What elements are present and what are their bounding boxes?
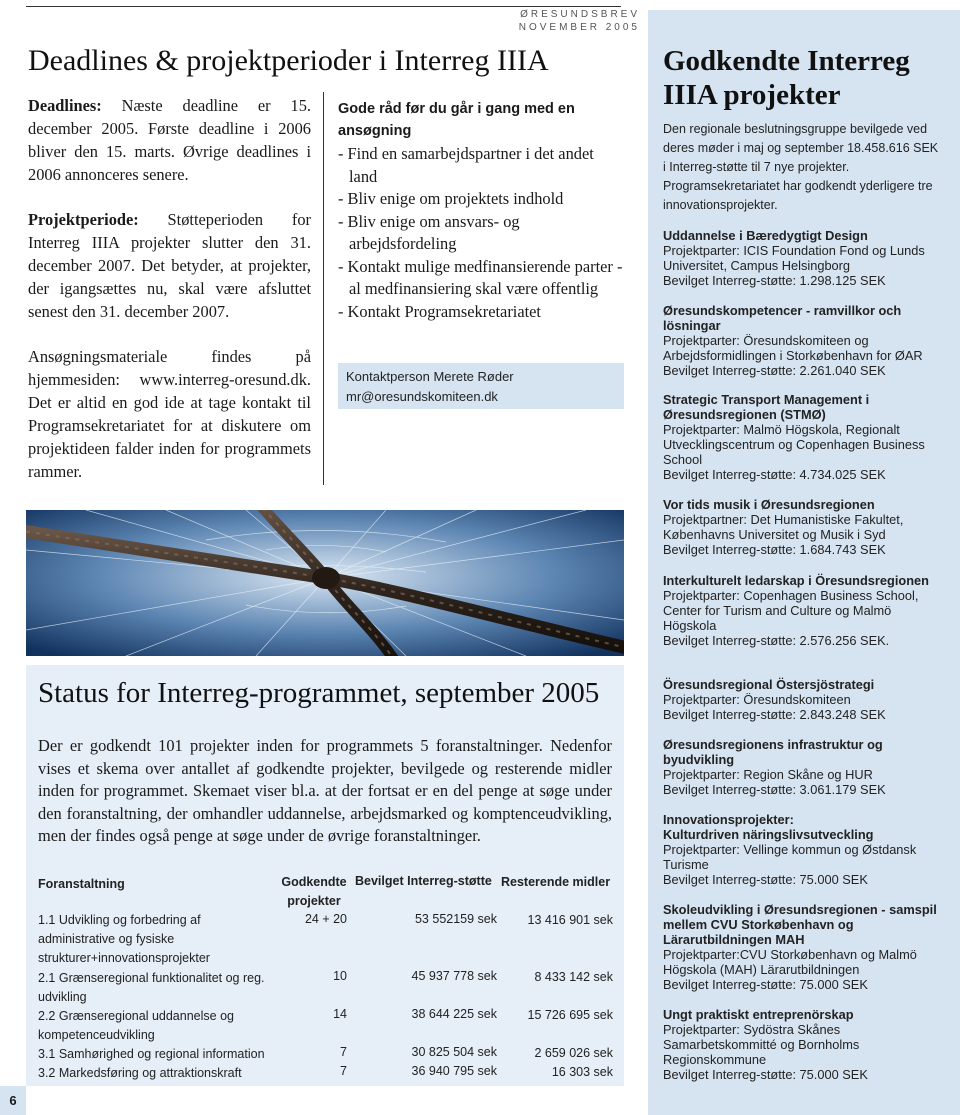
table-row-approved: 10 (333, 969, 347, 983)
advice-heading: Gode råd før du går i gang med en ansøgning (338, 101, 575, 139)
table-row-measure: 3.1 Samhørighed og regional information (38, 1047, 265, 1061)
table-row-granted: 53 552159 sek (414, 912, 497, 926)
column-divider (323, 92, 324, 485)
header-granted: Bevilget Interreg-støtte (355, 874, 492, 888)
project-partners: Projektparter: Vellinge kommun og Østdansk Turisme (663, 842, 917, 872)
project-title: Ungt praktiskt entreprenörskap (663, 1007, 854, 1022)
header-approved: Godkendte projekter (281, 875, 347, 908)
project-partners: Projektparter: ICIS Foundation Fond og Lunds Universitet, Campus Helsingborg (663, 243, 925, 273)
advice-item: - Kontakt mulige medfinansierende parter - al medfinansiering skal være offentlig (338, 256, 623, 298)
table-row-granted: 30 825 504 sek (411, 1045, 497, 1059)
project-title: Interkulturelt ledarskap i Öresundsregionen (663, 573, 929, 588)
masthead (519, 8, 640, 34)
deadlines-paragraph (28, 94, 311, 186)
left-column (28, 94, 311, 505)
project-entry (663, 228, 948, 288)
project-grant: Bevilget Interreg-støtte: 1.684.743 SEK (663, 542, 886, 557)
header-measure: Foranstaltning (38, 877, 125, 891)
material-paragraph: Ansøgningsmateriale findes på hjemmesiden: www.interreg-oresund.dk. Det er altid en god ide at tage kontakt til Programsekretariatet for at diskutere om projektideen falder inden for programmets rammer. (28, 347, 311, 481)
period-text: Støtteperioden for Interreg IIIA projekter slutter den 31. december 2007. Det betyder, at projekter, der igangsættes nu, skal være afsluttet senest den 31. december 2007. (28, 210, 311, 321)
deadlines-label: Deadlines: (28, 96, 102, 115)
project-entry (663, 902, 948, 992)
status-text: Der er godkendt 101 projekter inden for programmets 5 foranstaltninger. Nedenfor vises et skema over antallet af godkendte projekter, bevilgede og resterende midler inden for programmet. Skemaet viser bl.a. at der fortsat er en del penge at søge under den foranstaltning, der omhandler uddannelse, arbejdsmarked og komptenceudvikling, men der findes også penge at søge under de øvrige foranstaltninger. (38, 736, 612, 846)
table-row-approved: 7 (340, 1064, 347, 1078)
project-entry (663, 737, 948, 797)
project-entry (663, 677, 948, 722)
project-grant: Bevilget Interreg-støtte: 3.061.179 SEK (663, 782, 886, 797)
table-row-measure: 2.1 Grænseregional funktionalitet og reg. udvikling (38, 971, 265, 1004)
project-title: Vor tids musik i Øresundsregionen (663, 497, 875, 512)
page-title: Deadlines & projektperioder i Interreg IIIA (28, 44, 549, 77)
project-partners: Projektparter: Öresundskomiteen og Arbejdsformidlingen i Storkøbenhavn for ØAR (663, 333, 923, 363)
table-row-approved: 14 (333, 1007, 347, 1021)
table-row-remaining: 2 659 026 sek (534, 1046, 613, 1060)
projects-intro: Den regionale beslutningsgruppe bevilgede ved deres møder i maj og september 18.458.616 SEK i Interreg-støtte til 7 nye projekter. Programsekretariatet har godkendt yderligere tre innovationsprojekter. (663, 122, 939, 212)
project-partners: Projektparter: Malmö Högskola, Regionalt Utvecklingscentrum og Copenhagen Business School (663, 422, 925, 467)
period-paragraph (28, 208, 311, 323)
project-grant: Bevilget Interreg-støtte: 4.734.025 SEK (663, 467, 886, 482)
top-rule (26, 6, 621, 7)
advice-item: - Find en samarbejdspartner i det andet land (338, 144, 594, 186)
contact-email[interactable]: mr@oresundskomiteen.dk (346, 389, 498, 404)
project-partners: Projektpartner: Det Humanistiske Fakultet, Københavns Universitet og Musik i Syd (663, 512, 904, 542)
project-entry (663, 1007, 948, 1082)
project-partners: Projektparter: Copenhagen Business School, Center for Turism and Culture og Malmö Högskola (663, 588, 919, 633)
advice-list (338, 143, 624, 323)
project-title: Skoleudvikling i Øresundsregionen - samspil mellem CVU Storkøbenhavn og Lärarutbildningen MAH (663, 902, 937, 947)
advice-item: - Bliv enige om projektets indhold (338, 189, 564, 208)
contact-person: Kontaktperson Merete Røder (346, 369, 514, 384)
table-row-measure: 1.1 Udvikling og forbedring af administrative og fysiske strukturer+innovationsprojekter (38, 913, 210, 965)
table-row-granted: 36 940 795 sek (411, 1064, 497, 1078)
project-partners: Projektparter: Öresundskomiteen (663, 692, 851, 707)
table-row-remaining: 15 726 695 sek (527, 1008, 613, 1022)
project-entry (663, 392, 948, 482)
rope-net-photo (26, 510, 624, 656)
project-entry (663, 812, 948, 887)
advice-column (338, 98, 624, 323)
project-title: Uddannelse i Bæredygtigt Design (663, 228, 868, 243)
project-title: Öresundsregional Östersjöstrategi (663, 677, 875, 692)
table-row-remaining: 16 303 sek (551, 1065, 613, 1079)
project-grant: Bevilget Interreg-støtte: 2.261.040 SEK (663, 363, 886, 378)
project-title: Øresundskompetencer - ramvillkor och lösningar (663, 303, 902, 333)
project-partners: Projektparter:CVU Storkøbenhavn og Malmö Högskola (MAH) Lärarutbildningen (663, 947, 917, 977)
table-row-remaining: 13 416 901 sek (527, 913, 613, 927)
advice-item: - Kontakt Programsekretariatet (338, 301, 541, 321)
period-label: Projektperiode: (28, 210, 139, 229)
contact-box (338, 363, 624, 409)
status-title: Status for Interreg-programmet, september 2005 (38, 677, 600, 709)
project-grant: Bevilget Interreg-støtte: 1.298.125 SEK (663, 273, 886, 288)
project-grant: Bevilget Interreg-støtte: 75.000 SEK (663, 872, 868, 887)
project-title: Strategic Transport Management i Øresundsregionen (STMØ) (663, 392, 870, 422)
project-entry (663, 573, 948, 648)
table-row-measure: 3.2 Markedsføring og attraktionskraft (38, 1066, 242, 1080)
project-entry (663, 497, 948, 557)
page-number: 6 (0, 1086, 26, 1115)
project-grant: Bevilget Interreg-støtte: 2.576.256 SEK. (663, 633, 890, 648)
project-entry (663, 303, 948, 378)
project-subtitle: Kulturdriven näringslivsutveckling (663, 827, 874, 842)
table-row-approved: 7 (340, 1045, 347, 1059)
header-remaining: Resterende midler (501, 875, 611, 889)
project-grant: Bevilget Interreg-støtte: 2.843.248 SEK (663, 707, 886, 722)
table-row-granted: 45 937 778 sek (411, 969, 497, 983)
table-row-measure: 2.2 Grænseregional uddannelse og kompetenceudvikling (38, 1009, 234, 1042)
project-title: Innovationsprojekter: (663, 812, 794, 827)
table-row-granted: 38 644 225 sek (411, 1007, 497, 1021)
masthead-title: ØRESUNDSBREV (520, 9, 640, 20)
project-grant: Bevilget Interreg-støtte: 75.000 SEK (663, 977, 868, 992)
table-row-remaining: 8 433 142 sek (534, 970, 613, 984)
project-grant: Bevilget Interreg-støtte: 75.000 SEK (663, 1067, 868, 1082)
masthead-date: NOVEMBER 2005 (518, 22, 640, 33)
table-row-approved: 24 + 20 (304, 912, 347, 926)
advice-item: - Bliv enige om ansvars- og arbejdsfordeling (338, 211, 520, 253)
rope-net-illustration (26, 510, 624, 656)
deadlines-text: Næste deadline er 15. december 2005. Første deadline i 2006 bliver den 15. marts. Øvrige deadlines i 2006 annonceres senere. (28, 96, 311, 184)
project-title: Øresundsregionens infrastruktur og byudvikling (663, 737, 883, 767)
project-partners: Projektparter: Sydöstra Skånes Samarbetskommitté og Bornholms Regionskommune (663, 1022, 860, 1067)
project-partners: Projektparter: Region Skåne og HUR (663, 767, 873, 782)
projects-title: Godkendte Interreg IIIA projekter (663, 45, 910, 111)
